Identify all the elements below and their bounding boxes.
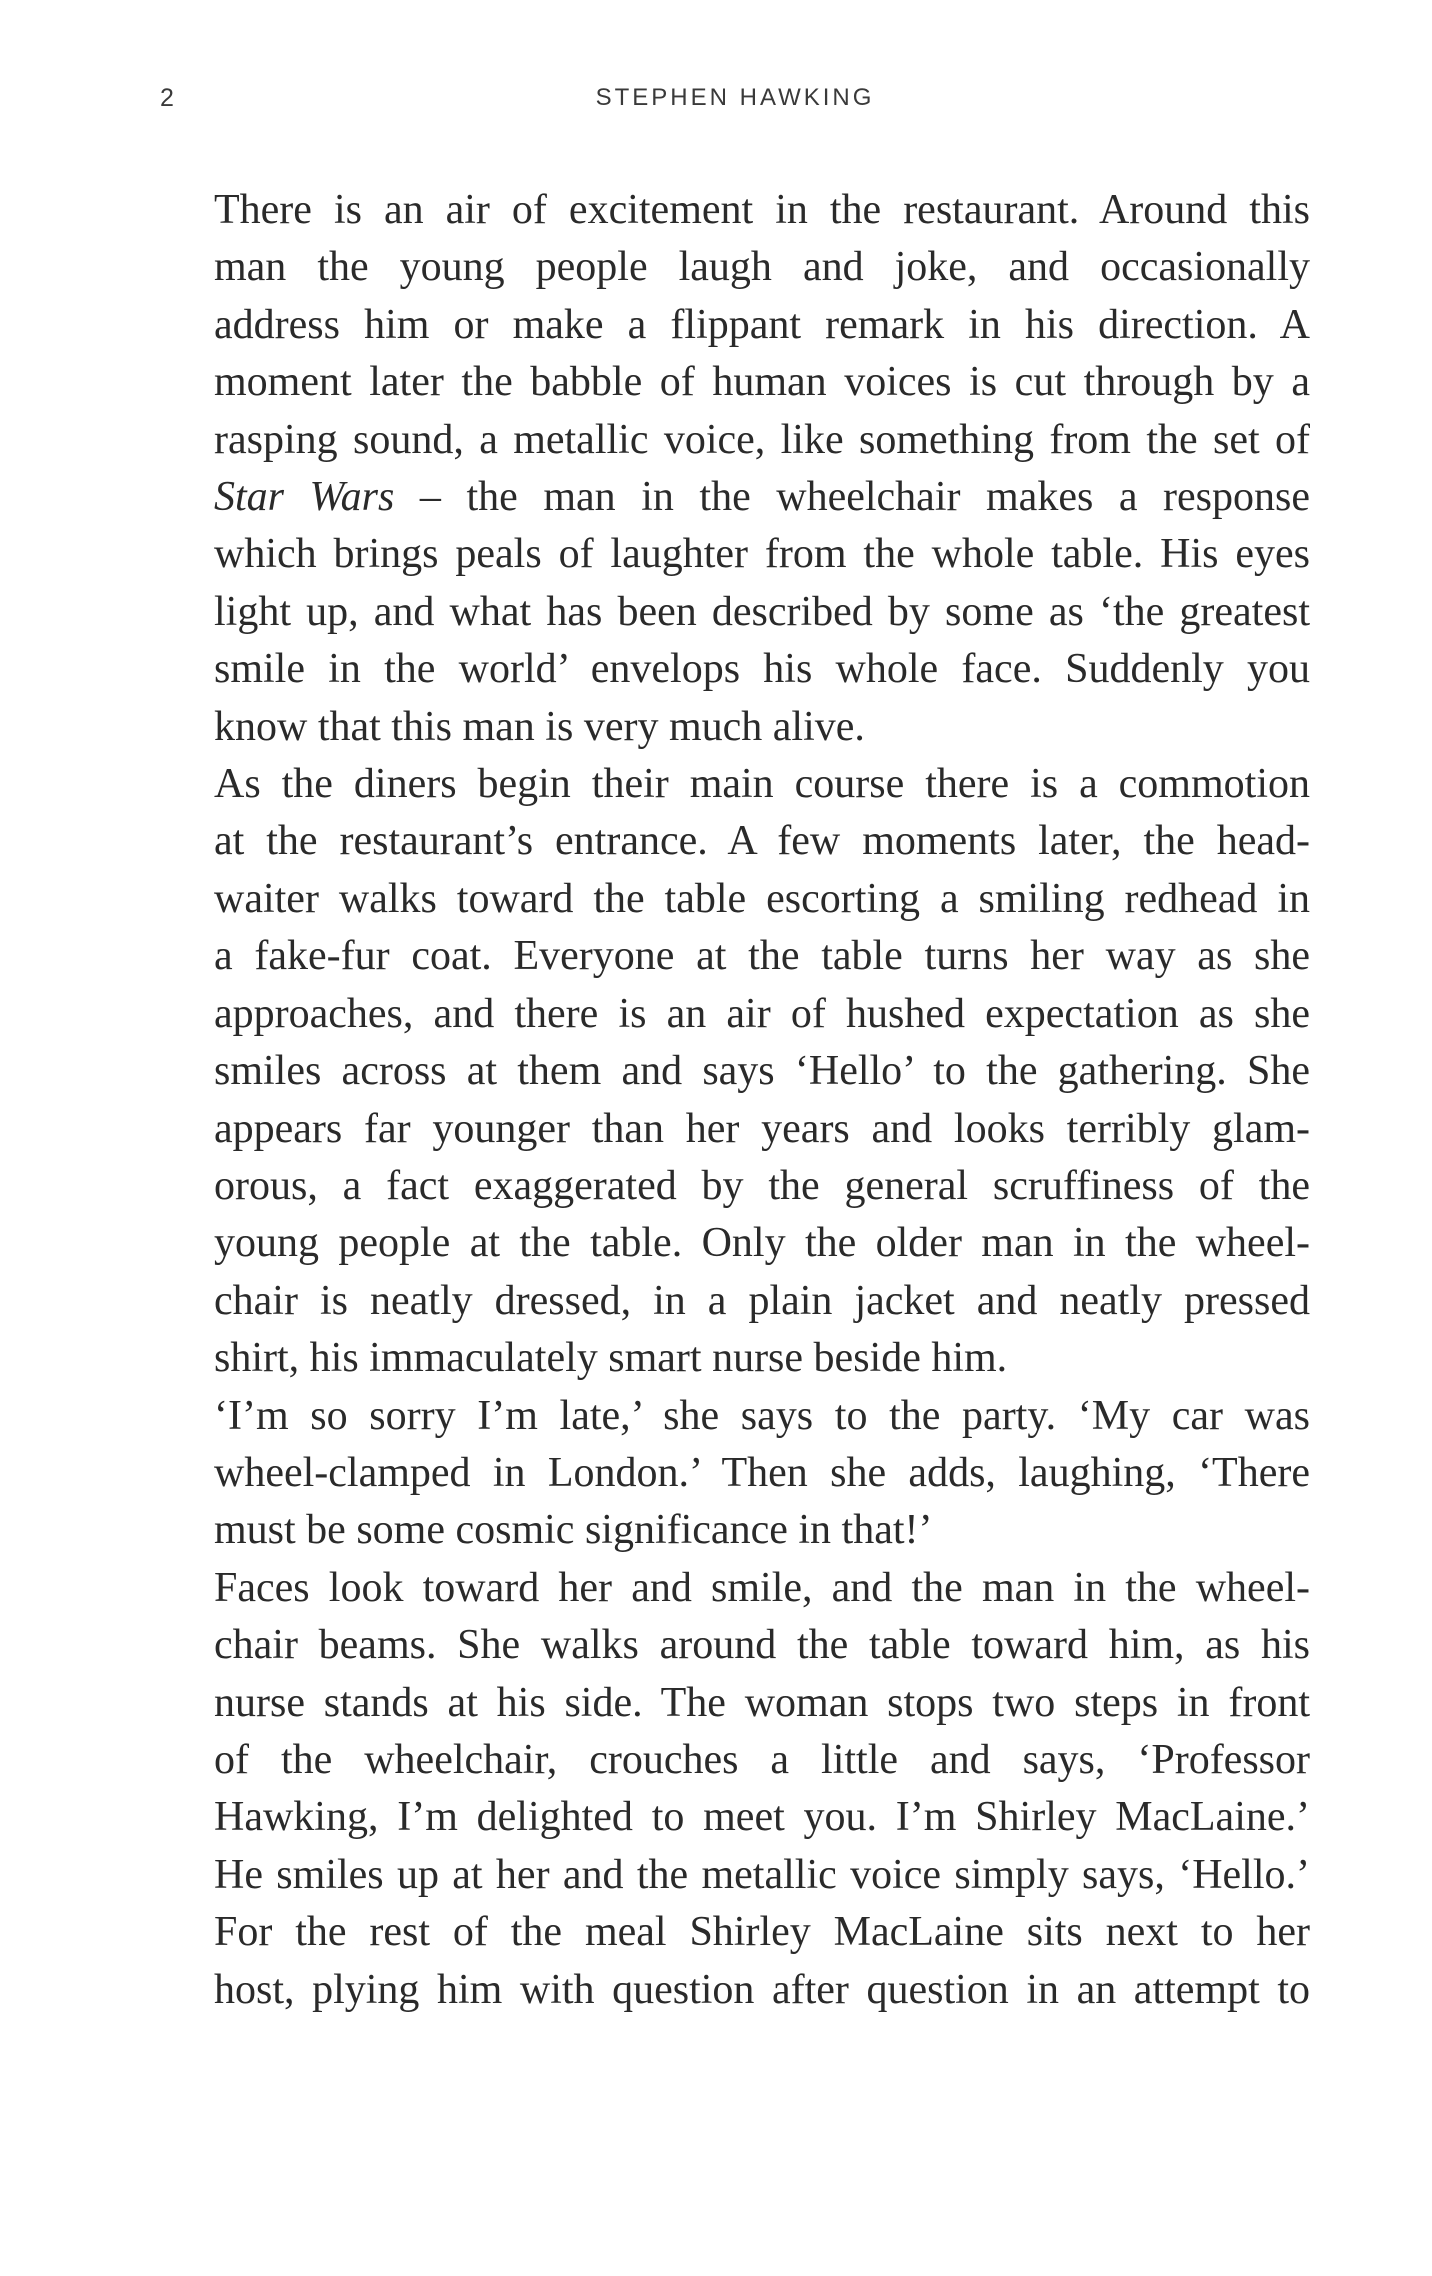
text-line: approaches, and there is an air of hushed expectation as she — [214, 990, 1310, 1037]
paragraph-2 — [160, 756, 1310, 1387]
text-line: must be some cosmic significance in that!’ — [214, 1507, 933, 1554]
text-line: wheel-clamped in London.’ Then she adds, laughing, ‘There — [214, 1449, 1310, 1496]
text-line: know that this man is very much alive. — [214, 703, 865, 750]
text-line: For the rest of the meal Shirley MacLaine sits next to her — [214, 1909, 1310, 1956]
text-line: There is an air of excitement in the restaurant. Around this — [214, 187, 1310, 233]
text-line: orous, a fact exaggerated by the general scruffiness of the — [214, 1162, 1310, 1209]
text-line: which brings peals of laughter from the whole table. His eyes — [214, 531, 1310, 578]
text-line: at the restaurant’s entrance. A few moments later, the head- — [214, 818, 1310, 865]
text-line: appears far younger than her years and looks terribly glam- — [214, 1105, 1310, 1152]
text-line: man the young people laugh and joke, and occasionally — [214, 244, 1310, 291]
paragraph-1 — [160, 182, 1310, 756]
dash: – — [394, 474, 467, 521]
text-line: ‘I’m so sorry I’m late,’ she says to the party. ‘My car was — [214, 1392, 1310, 1439]
paragraph-3 — [160, 1388, 1310, 1560]
line-continuation: the man in the wheelchair makes a response — [466, 474, 1310, 521]
text-line: waiter walks toward the table escorting a smiling redhead in — [214, 875, 1310, 922]
text-line: of the wheelchair, crouches a little and says, ‘Professor — [214, 1736, 1310, 1783]
text-line: address him or make a flippant remark in his direction. A — [214, 301, 1310, 348]
paragraph-4 — [160, 1560, 1310, 1904]
paragraph-5 — [160, 1904, 1310, 2019]
italic-title: Star Wars — [214, 474, 395, 521]
running-header — [160, 84, 1310, 124]
text-line: young people at the table. Only the older man in the wheel- — [214, 1220, 1310, 1267]
text-line: chair beams. She walks around the table toward him, as his — [214, 1622, 1310, 1669]
text-line: smiles across at them and says ‘Hello’ to the gathering. She — [214, 1048, 1310, 1095]
text-line: shirt, his immaculately smart nurse beside him. — [214, 1335, 1008, 1382]
text-line — [160, 469, 1310, 526]
text-line: a fake-fur coat. Everyone at the table turns her way as she — [214, 933, 1310, 980]
text-line: chair is neatly dressed, in a plain jacket and neatly pressed — [214, 1277, 1310, 1324]
text-line: Hawking, I’m delighted to meet you. I’m Shirley MacLaine.’ — [214, 1794, 1310, 1841]
page-number: 2 — [160, 84, 175, 112]
text-line: rasping sound, a metallic voice, like something from the set of — [214, 416, 1310, 463]
text-line: nurse stands at his side. The woman stops two steps in front — [214, 1679, 1310, 1726]
text-line: As the diners begin their main course there is a commotion — [214, 761, 1310, 808]
text-line: Faces look toward her and smile, and the man in the wheel- — [214, 1564, 1310, 1611]
text-line: smile in the world’ envelops his whole face. Suddenly you — [214, 646, 1310, 693]
running-title: STEPHEN HAWKING — [595, 84, 875, 111]
text-line: host, plying him with question after question in an attempt to — [214, 1966, 1310, 2013]
text-line: moment later the babble of human voices is cut through by a — [214, 359, 1310, 406]
body-text — [160, 182, 1310, 2019]
text-line: He smiles up at her and the metallic voice simply says, ‘Hello.’ — [214, 1851, 1310, 1898]
text-line: light up, and what has been described by some as ‘the greatest — [214, 588, 1310, 635]
